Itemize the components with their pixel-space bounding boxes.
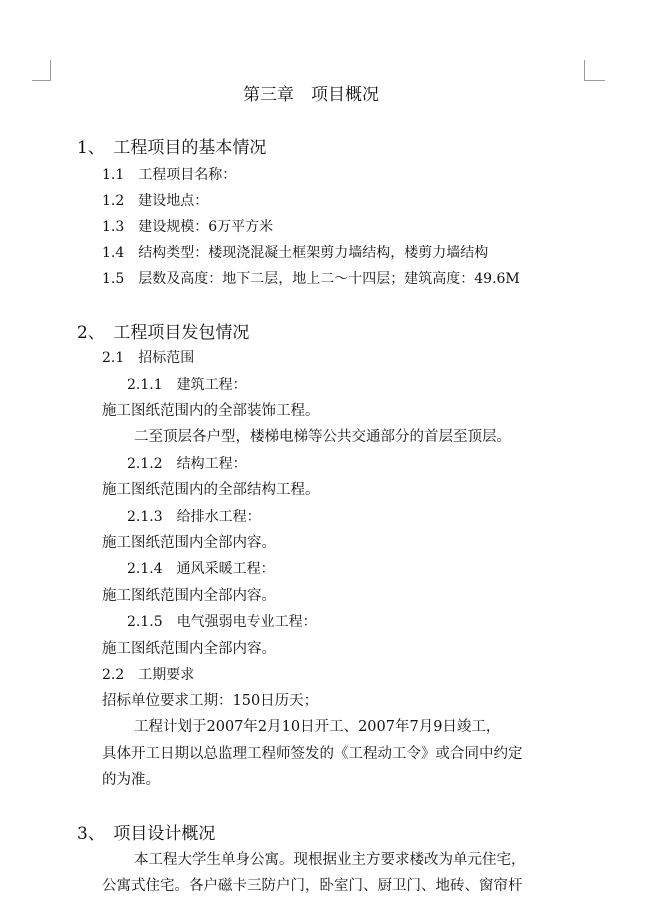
item-2-1-2: 2.1.2 结构工程： <box>127 456 247 472</box>
item-1-3: 1.3 建设规模：6万平方米 <box>102 219 274 235</box>
item-2-1-2-body: 施工图纸范围内的全部结构工程。 <box>102 482 320 498</box>
item-2-2: 2.2 工期要求 <box>102 667 195 683</box>
chapter-title: 第三章 项目概况 <box>243 85 379 105</box>
design-para-line-2: 公寓式住宅。各户磁卡三防户门，卧室门、厨卫门、地砖、窗帘杆 <box>102 878 523 894</box>
crop-mark-top-right <box>584 60 605 81</box>
item-2-1-4: 2.1.4 通风采暖工程： <box>127 561 275 577</box>
item-2-1-5: 2.1.5 电气强弱电专业工程： <box>127 614 317 630</box>
item-2-1-1: 2.1.1 建筑工程： <box>127 377 247 393</box>
item-2-1-4-body: 施工图纸范围内全部内容。 <box>102 588 276 604</box>
section-2-heading: 2、 工程项目发包情况 <box>77 323 250 343</box>
item-2-1-1-body-2: 二至顶层各户型，楼梯电梯等公共交通部分的首层至顶层。 <box>134 429 511 445</box>
item-1-2: 1.2 建设地点： <box>102 193 209 209</box>
item-1-5: 1.5 层数及高度：地下二层，地上二～十四层；建筑高度：49.6M <box>102 271 520 287</box>
item-1-1: 1.1 工程项目名称： <box>102 167 237 183</box>
section-1-heading: 1、 工程项目的基本情况 <box>77 138 267 158</box>
item-2-1-5-body: 施工图纸范围内全部内容。 <box>102 641 276 657</box>
item-2-1-1-body: 施工图纸范围内的全部装饰工程。 <box>102 403 320 419</box>
schedule-line-3: 的为准。 <box>102 772 160 788</box>
item-2-1-3: 2.1.3 给排水工程： <box>127 509 261 525</box>
crop-mark-top-left <box>32 60 51 81</box>
schedule-line-2: 具体开工日期以总监理工程师签发的《工程动工令》或合同中约定 <box>102 746 523 762</box>
item-2-2-body: 招标单位要求工期：150日历天； <box>102 693 319 709</box>
section-3-heading: 3、 项目设计概况 <box>77 824 216 844</box>
item-2-1-3-body: 施工图纸范围内全部内容。 <box>102 535 276 551</box>
schedule-line-1: 工程计划于2007年2月10日开工、2007年7月9日竣工， <box>134 719 501 735</box>
item-2-1: 2.1 招标范围 <box>102 350 195 366</box>
item-1-4: 1.4 结构类型：楼现浇混凝土框架剪力墙结构，楼剪力墙结构 <box>102 245 489 261</box>
design-para-line-1: 本工程大学生单身公寓。现根据业主方要求楼改为单元住宅， <box>134 852 526 868</box>
